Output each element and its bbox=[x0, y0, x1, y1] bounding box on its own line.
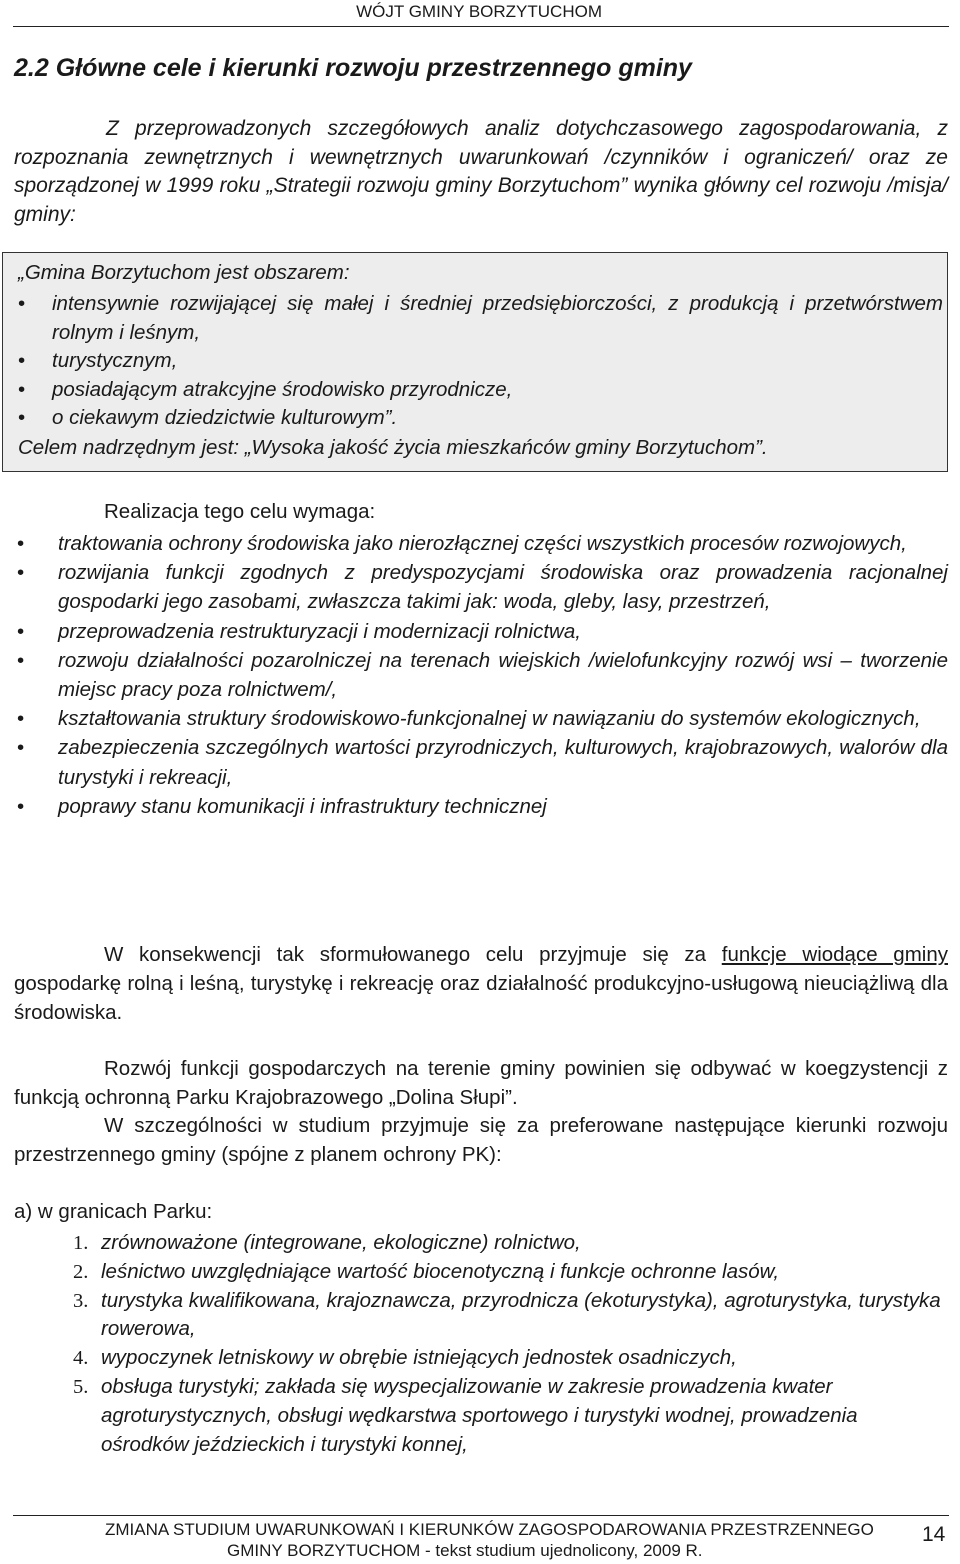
protection-plan: planem ochrony PK bbox=[310, 1143, 490, 1166]
realization-lead: Realizacja tego celu wymaga: bbox=[104, 500, 376, 523]
footer-rule bbox=[13, 1515, 949, 1516]
list-item bbox=[3, 347, 947, 376]
requirement-text: traktowania ochrony środowiska jako nierozłącznej części wszystkich procesów rozwojowych, bbox=[58, 532, 907, 555]
list-item bbox=[3, 404, 947, 433]
leading-functions: funkcje wiodące gminy bbox=[721, 943, 948, 966]
page-number: 14 bbox=[922, 1523, 946, 1546]
requirement-text: zabezpieczenia szczególnych wartości przyrodniczych, kulturowych, krajobrazowych, walorów dla turystyki i rekreacji, bbox=[58, 736, 948, 789]
list-item bbox=[0, 704, 948, 733]
section-title: 2.2 Główne cele i kierunki rozwoju przestrzennego gminy bbox=[14, 54, 692, 82]
specific-paragraph bbox=[14, 1111, 948, 1169]
intro-paragraph: Z przeprowadzonych szczegółowych analiz dotychczasowego zagospodarowania, z rozpoznania zewnętrznych i wewnętrznych uwarunkowań /czynników i ograniczeń/ oraz ze sporządzonej w 1999 roku „Strategii rozwoju gminy Borzytuchom” wynika główny cel rozwoju /misja/ gminy: bbox=[14, 117, 948, 226]
list-item bbox=[0, 733, 948, 791]
direction-text: obsługa turystyki; zakłada się wyspecjalizowanie w zakresie prowadzenia kwater agroturystycznych, obsługi wędkarstwa sportowego i turystyki wodnej, prowadzenia ośrodków jeździeckich i turystyki konnej, bbox=[101, 1374, 858, 1456]
bullet-icon: • bbox=[17, 532, 25, 555]
requirement-text: rozwijania funkcji zgodnych z predyspozycjami środowiska oraz prowadzenia racjonalnej gospodarki jego zasobami, zwłaszcza takimi jak: woda, gleby, lasy, przestrzeń, bbox=[58, 561, 948, 614]
mission-item-text: intensywnie rozwijającej się małej i średniej przedsiębiorczości, z produkcją i przetwórstwem rolnym i leśnym, bbox=[52, 292, 943, 344]
list-item bbox=[0, 1373, 948, 1459]
list-item bbox=[3, 376, 947, 405]
list-item bbox=[0, 1229, 948, 1258]
header-text: WÓJT GMINY BORZYTUCHOM bbox=[356, 2, 602, 21]
list-item bbox=[0, 646, 948, 704]
list-item bbox=[0, 792, 948, 821]
bullet-icon: • bbox=[18, 377, 26, 401]
mission-goal: Celem nadrzędnym jest: „Wysoka jakość życia mieszkańców gminy Borzytuchom”. bbox=[18, 436, 768, 459]
park-directions-list bbox=[0, 1229, 948, 1459]
item-number: 2. bbox=[73, 1260, 89, 1283]
mission-lead: „Gmina Borzytuchom jest obszarem: bbox=[18, 261, 350, 284]
mission-box bbox=[2, 252, 948, 472]
consequence-text-end: gospodarkę rolną i leśną, turystykę i rekreację oraz działalność produkcyjno-usługową nieuciążliwą dla środowiska. bbox=[14, 972, 948, 1024]
requirements-list bbox=[0, 529, 948, 821]
item-number: 3. bbox=[73, 1289, 89, 1312]
mission-item-text: turystycznym, bbox=[52, 349, 178, 372]
list-item bbox=[0, 558, 948, 616]
specific-text: W szczególności w studium przyjmuje się za preferowane następujące kierunki rozwoju przestrzennego gminy (spójne z bbox=[14, 1114, 948, 1166]
list-item bbox=[0, 617, 948, 646]
bullet-icon: • bbox=[17, 648, 25, 672]
item-number: 4. bbox=[73, 1347, 89, 1370]
list-item bbox=[0, 1258, 948, 1287]
bullet-icon: • bbox=[17, 707, 25, 731]
bullet-icon: • bbox=[17, 794, 25, 818]
list-item bbox=[0, 1344, 948, 1373]
bullet-icon: • bbox=[18, 349, 26, 372]
list-item bbox=[3, 290, 947, 347]
list-item bbox=[0, 529, 948, 558]
specific-end: ): bbox=[489, 1143, 502, 1166]
bullet-icon: • bbox=[17, 736, 25, 760]
direction-text: wypoczynek letniskowy w obrębie istniejących jednostek osadniczych, bbox=[101, 1346, 737, 1370]
consequence-paragraph bbox=[14, 940, 948, 1027]
mission-item-text: o ciekawym dziedzictwie kulturowym”. bbox=[52, 406, 398, 429]
within-park-heading: a) w granicach Parku: bbox=[14, 1200, 213, 1223]
requirement-text: kształtowania struktury środowiskowo-funkcjonalnej w nawiązaniu do systemów ekologicznych, bbox=[58, 707, 921, 731]
direction-text: turystyka kwalifikowana, krajoznawcza, przyrodnicza (ekoturystyka), agroturystyka, turystyka rowerowa, bbox=[101, 1288, 941, 1341]
requirement-text: poprawy stanu komunikacji i infrastruktury technicznej bbox=[58, 794, 547, 818]
economic-paragraph: Rozwój funkcji gospodarczych na terenie gminy powinien się odbywać w koegzystencji z funkcją ochronną Parku Krajobrazowego „Dolina Słupi”. bbox=[14, 1057, 948, 1109]
bullet-icon: • bbox=[18, 406, 26, 429]
direction-text: leśnictwo uwzględniające wartość biocenotyczną i funkcje ochronne lasów, bbox=[101, 1259, 780, 1283]
item-number: 1. bbox=[73, 1232, 89, 1254]
mission-item-text: posiadającym atrakcyjne środowisko przyrodnicze, bbox=[52, 377, 513, 401]
direction-text: zrównoważone (integrowane, ekologiczne) rolnictwo, bbox=[101, 1231, 581, 1254]
bullet-icon: • bbox=[18, 292, 26, 315]
requirement-text: rozwoju działalności pozarolniczej na terenach wiejskich /wielofunkcyjny rozwój wsi – tworzenie miejsc pracy poza rolnictwem/, bbox=[58, 648, 948, 702]
bullet-icon: • bbox=[17, 619, 25, 643]
footer-line-1: ZMIANA STUDIUM UWARUNKOWAŃ I KIERUNKÓW ZAGOSPODAROWANIA PRZESTRZENNEGO bbox=[105, 1520, 874, 1539]
mission-list bbox=[3, 290, 947, 433]
list-item bbox=[0, 1287, 948, 1345]
header-rule bbox=[13, 26, 949, 27]
item-number: 5. bbox=[73, 1375, 89, 1398]
requirement-text: przeprowadzenia restrukturyzacji i modernizacji rolnictwa, bbox=[58, 619, 581, 643]
bullet-icon: • bbox=[17, 561, 25, 585]
footer-line-2: GMINY BORZYTUCHOM - tekst studium ujednolicony, 2009 R. bbox=[227, 1541, 703, 1560]
consequence-text: W konsekwencji tak sformułowanego celu przyjmuje się za bbox=[104, 943, 722, 966]
